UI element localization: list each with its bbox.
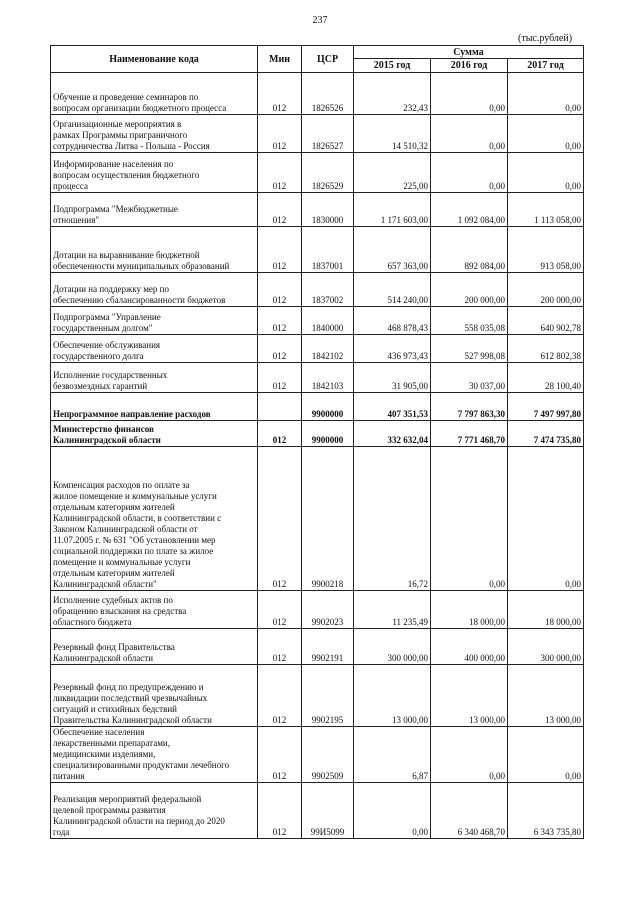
row-min-text: 012 (272, 435, 287, 445)
row-csr-text: 1826526 (311, 103, 344, 113)
row-value-2016-text: 892 084,00 (464, 261, 505, 271)
row-value-2015 (354, 447, 431, 591)
row-value-2016 (431, 273, 508, 307)
row-value-2017-text: 0,00 (565, 579, 582, 589)
table-row (51, 665, 584, 727)
row-min (258, 629, 302, 665)
header-sum: Сумма (354, 46, 584, 59)
row-value-2016 (431, 363, 508, 393)
row-min (258, 665, 302, 727)
row-value-2016 (431, 115, 508, 153)
row-csr (302, 629, 354, 665)
row-name (51, 193, 258, 227)
row-value-2016 (431, 153, 508, 193)
row-value-2017 (508, 193, 584, 227)
row-csr (302, 335, 354, 363)
row-value-2015 (354, 227, 431, 273)
row-value-2017 (508, 273, 584, 307)
row-value-2015 (354, 307, 431, 335)
row-name-text: Обучение и проведение семинаров по вопросам организации бюджетного процесса (53, 92, 227, 113)
row-value-2015-text: 657 363,00 (387, 261, 428, 271)
row-value-2016-text: 0,00 (489, 103, 505, 113)
row-value-2016-text: 527 998,08 (464, 351, 505, 361)
row-name-text: Исполнение государственных безвозмездных гарантий (53, 370, 168, 391)
row-value-2015-text: 225,00 (403, 181, 428, 191)
row-value-2017 (508, 115, 584, 153)
row-csr-text: 1842102 (311, 351, 344, 361)
row-csr (302, 115, 354, 153)
row-min (258, 363, 302, 393)
row-value-2015 (354, 727, 431, 783)
table-row (51, 363, 584, 393)
header-name: Наименование кода (51, 46, 258, 73)
row-value-2015-text: 6,87 (412, 771, 428, 781)
row-min (258, 73, 302, 115)
table-row (51, 115, 584, 153)
row-min (258, 447, 302, 591)
header-min: Мин (258, 46, 302, 73)
row-value-2016-text: 13 000,00 (469, 715, 505, 725)
row-value-2017 (508, 393, 584, 421)
row-value-2017-text: 300 000,00 (540, 653, 582, 663)
row-csr-text: 9902509 (311, 771, 344, 781)
row-value-2015 (354, 591, 431, 629)
row-min (258, 115, 302, 153)
row-value-2015 (354, 193, 431, 227)
row-name (51, 363, 258, 393)
row-min-text: 012 (272, 103, 287, 113)
row-csr (302, 447, 354, 591)
table-row (51, 783, 584, 839)
budget-table (50, 45, 584, 839)
row-csr (302, 591, 354, 629)
header-year-2016: 2016 год (431, 59, 508, 73)
row-name (51, 335, 258, 363)
row-csr (302, 153, 354, 193)
row-value-2017-text: 640 902,78 (540, 323, 582, 333)
header-csr: ЦСР (302, 46, 354, 73)
row-value-2017-text: 28 100,40 (545, 381, 582, 391)
row-value-2016 (431, 783, 508, 839)
row-value-2015 (354, 363, 431, 393)
row-csr (302, 193, 354, 227)
row-value-2015 (354, 335, 431, 363)
row-value-2017-text: 7 497 997,80 (533, 409, 582, 419)
row-csr (302, 363, 354, 393)
row-csr (302, 727, 354, 783)
row-min-text: 012 (272, 827, 287, 837)
row-value-2017 (508, 363, 584, 393)
row-value-2017 (508, 73, 584, 115)
row-value-2015 (354, 421, 431, 447)
row-value-2016-text: 7 771 468,70 (457, 435, 505, 445)
row-min-text: 012 (272, 579, 287, 589)
page-number: 237 (312, 15, 328, 26)
row-min (258, 421, 302, 447)
row-value-2016-text: 0,00 (489, 579, 505, 589)
row-name (51, 421, 258, 447)
table-row (51, 447, 584, 591)
row-value-2016-text: 0,00 (489, 771, 505, 781)
row-min-text: 012 (272, 323, 287, 333)
row-value-2015 (354, 665, 431, 727)
row-name (51, 153, 258, 193)
row-csr-text: 1837001 (311, 261, 344, 271)
row-csr (302, 393, 354, 421)
row-min-text: 012 (272, 351, 287, 361)
row-value-2015-text: 436 973,43 (387, 351, 428, 361)
row-value-2015-text: 332 632,04 (387, 435, 428, 445)
row-value-2015-text: 0,00 (412, 827, 428, 837)
row-value-2016 (431, 447, 508, 591)
row-value-2017 (508, 153, 584, 193)
row-csr-text: 9900000 (311, 435, 344, 445)
table-row (51, 335, 584, 363)
row-value-2017-text: 0,00 (565, 771, 582, 781)
row-value-2015-text: 514 240,00 (387, 295, 428, 305)
row-name (51, 629, 258, 665)
header-year-2015: 2015 год (354, 59, 431, 73)
row-csr-text: 1840000 (311, 323, 344, 333)
row-value-2017 (508, 783, 584, 839)
row-value-2016 (431, 335, 508, 363)
table-body (51, 73, 584, 839)
row-name-text: Непрограммное направление расходов (53, 409, 211, 419)
units-label: (тыс.рублей) (518, 33, 573, 44)
row-name (51, 783, 258, 839)
row-value-2015 (354, 273, 431, 307)
row-name-text: Дотации на поддержку мер по обеспечению сбалансированности бюджетов (53, 284, 226, 305)
table-row (51, 73, 584, 115)
row-value-2016 (431, 727, 508, 783)
row-value-2015-text: 31 905,00 (392, 381, 428, 391)
row-value-2015-text: 468 878,43 (387, 323, 428, 333)
row-csr-text: 1842103 (311, 381, 344, 391)
row-value-2017 (508, 227, 584, 273)
row-value-2017 (508, 665, 584, 727)
row-name (51, 393, 258, 421)
row-value-2017 (508, 307, 584, 335)
row-min-text: 012 (272, 181, 287, 191)
row-value-2016-text: 7 797 863,30 (457, 409, 505, 419)
row-min (258, 591, 302, 629)
row-name-text: Компенсация расходов по оплате за жилое помещение и коммунальные услуги отдельным категориям жителей Калининградской области, в соответствии с Законом Калининградской области от 11.07.2005 г. № 631 "Об установлении мер социальной поддержки по плате за жилое помещение и коммунальные услуги отдельным категориям жителей Калининградской области" (53, 480, 222, 589)
row-value-2016-text: 30 037,00 (469, 381, 505, 391)
row-min (258, 227, 302, 273)
row-name-text: Министерство финансов Калининградской области (53, 424, 161, 445)
table-row (51, 591, 584, 629)
row-min-text: 012 (272, 617, 287, 627)
row-csr (302, 227, 354, 273)
row-csr-text: 9902195 (311, 715, 344, 725)
row-name (51, 591, 258, 629)
row-name-text: Обеспечение населения лекарственными препаратами, медицинскими изделиями, специализированными продуктами лечебного питания (53, 727, 230, 781)
row-value-2017-text: 0,00 (565, 103, 582, 113)
row-value-2016-text: 558 035,08 (464, 323, 505, 333)
row-value-2016 (431, 193, 508, 227)
row-value-2015-text: 232,43 (403, 103, 428, 113)
table-row (51, 727, 584, 783)
row-value-2015-text: 300 000,00 (387, 653, 428, 663)
row-name-text: Дотации на выравнивание бюджетной обеспеченности муниципальных образований (53, 250, 230, 271)
row-min (258, 153, 302, 193)
row-name (51, 273, 258, 307)
row-csr-text: 9900218 (311, 579, 344, 589)
row-name (51, 447, 258, 591)
row-min (258, 393, 302, 421)
row-name-text: Подпрограмма "Управление государственным долгом" (53, 312, 161, 333)
table-row (51, 629, 584, 665)
table-row (51, 421, 584, 447)
row-value-2016-text: 18 000,00 (469, 617, 505, 627)
row-value-2015-text: 14 510,32 (392, 141, 428, 151)
row-value-2016-text: 200 000,00 (464, 295, 505, 305)
table-row (51, 393, 584, 421)
row-csr-text: 1830000 (311, 215, 344, 225)
row-name-text: Организационные мероприятия в рамках Программы приграничного сотрудничества Литва - Польша - Россия (53, 119, 210, 151)
row-value-2017-text: 6 343 735,80 (533, 827, 582, 837)
row-name-text: Реализация мероприятий федеральной целевой программы развития Калининградской области на период до 2020 года (53, 794, 225, 837)
row-value-2017-text: 913 058,00 (540, 261, 582, 271)
row-value-2016-text: 0,00 (489, 181, 505, 191)
table-row (51, 153, 584, 193)
row-value-2017-text: 0,00 (565, 141, 582, 151)
row-value-2015-text: 11 235,49 (392, 617, 428, 627)
table-row (51, 193, 584, 227)
row-csr-text: 99И5099 (310, 827, 345, 837)
row-name (51, 665, 258, 727)
row-value-2015 (354, 153, 431, 193)
row-name (51, 727, 258, 783)
row-value-2016-text: 400 000,00 (464, 653, 505, 663)
row-csr (302, 665, 354, 727)
row-csr-text: 9902023 (311, 617, 344, 627)
row-min-text: 012 (272, 141, 287, 151)
row-name (51, 307, 258, 335)
row-min-text: 012 (272, 381, 287, 391)
row-csr (302, 783, 354, 839)
header-year-2017: 2017 год (508, 59, 584, 73)
row-csr-text: 1826529 (311, 181, 344, 191)
row-value-2016 (431, 665, 508, 727)
row-min-text: 012 (272, 715, 287, 725)
row-csr (302, 273, 354, 307)
row-value-2016-text: 0,00 (489, 141, 505, 151)
table-row (51, 307, 584, 335)
row-value-2016-text: 1 092 084,00 (457, 215, 505, 225)
row-name-text: Исполнение судебных актов по обращению взыскания на средства областного бюджета (53, 595, 187, 627)
row-value-2015 (354, 73, 431, 115)
row-min (258, 783, 302, 839)
row-value-2015 (354, 393, 431, 421)
row-value-2017-text: 200 000,00 (540, 295, 582, 305)
row-csr-text: 9900000 (311, 409, 344, 419)
row-min (258, 727, 302, 783)
row-min-text: 012 (272, 295, 287, 305)
row-min-text: 012 (272, 261, 287, 271)
row-value-2017-text: 1 113 058,00 (534, 215, 582, 225)
row-name-text: Обеспечение обслуживания государственного долга (53, 340, 161, 361)
row-name (51, 115, 258, 153)
row-value-2017-text: 13 000,00 (545, 715, 582, 725)
row-csr (302, 421, 354, 447)
table-row (51, 273, 584, 307)
row-value-2016 (431, 307, 508, 335)
row-csr (302, 307, 354, 335)
row-value-2016 (431, 227, 508, 273)
row-min (258, 335, 302, 363)
row-value-2017 (508, 421, 584, 447)
row-value-2017-text: 0,00 (565, 181, 582, 191)
row-value-2015-text: 16,72 (407, 579, 428, 589)
row-min-text: 012 (272, 771, 287, 781)
row-value-2017 (508, 447, 584, 591)
row-name (51, 227, 258, 273)
row-min (258, 307, 302, 335)
row-value-2015 (354, 115, 431, 153)
row-value-2015-text: 1 171 603,00 (380, 215, 428, 225)
row-csr-text: 1826527 (311, 141, 344, 151)
row-value-2016 (431, 421, 508, 447)
row-value-2017-text: 612 802,38 (540, 351, 582, 361)
row-csr-text: 9902191 (311, 653, 344, 663)
row-value-2016-text: 6 340 468,70 (457, 827, 505, 837)
row-value-2017 (508, 727, 584, 783)
row-name (51, 73, 258, 115)
row-min-text: 012 (272, 215, 287, 225)
row-csr (302, 73, 354, 115)
row-value-2017 (508, 335, 584, 363)
row-name-text: Информирование населения по вопросам осуществления бюджетного процесса (53, 159, 200, 191)
row-min (258, 273, 302, 307)
row-value-2015-text: 407 351,53 (387, 409, 428, 419)
row-value-2016 (431, 393, 508, 421)
row-csr-text: 1837002 (311, 295, 344, 305)
row-value-2015-text: 13 000,00 (392, 715, 428, 725)
row-value-2017 (508, 591, 584, 629)
row-value-2016 (431, 629, 508, 665)
row-value-2015 (354, 783, 431, 839)
row-name-text: Резервный фонд по предупреждению и ликвидации последствий чрезвычайных ситуаций и стихийных бедствий Правительства Калининградской области (53, 682, 212, 725)
row-min (258, 193, 302, 227)
row-value-2015 (354, 629, 431, 665)
row-min-text: 012 (272, 653, 287, 663)
row-value-2017 (508, 629, 584, 665)
row-value-2016 (431, 73, 508, 115)
row-value-2017-text: 18 000,00 (545, 617, 582, 627)
row-name-text: Резервный фонд Правительства Калининградской области (53, 642, 175, 663)
row-name-text: Подпрограмма "Межбюджетные отношения" (53, 204, 178, 225)
row-value-2016 (431, 591, 508, 629)
row-value-2017-text: 7 474 735,80 (533, 435, 582, 445)
table-row (51, 227, 584, 273)
